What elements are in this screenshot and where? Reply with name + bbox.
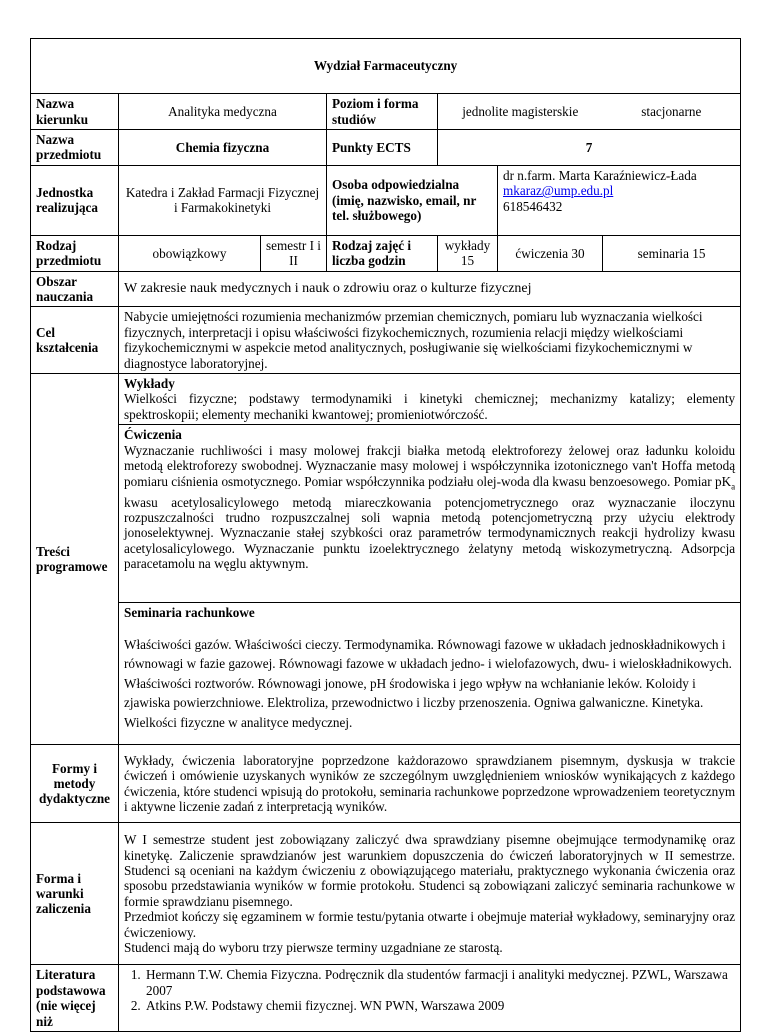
zaliczenie-value	[119, 823, 741, 965]
formy-value: Wykłady, ćwiczenia laboratoryjne poprzedzone każdorazowo sprawdzianem pisemnym, dyskusja w trakcie ćwiczeń i omówienie uzyskanych wyników ze szczególnym uwzględnieniem wniosków wynikających z każdego ćwiczenia, które studenci wpisują do protokołu, seminaria rachunkowe poprzedzone wprowadzeniem teoretycznym i aktywne liczenie zadań z interpretacją wyników.	[119, 745, 741, 823]
obszar-label: Obszar nauczania	[31, 271, 119, 307]
literatura-item: 2. Atkins P.W. Podstawy chemii fizycznej. WN PWN, Warszawa 2009	[144, 998, 735, 1013]
wyklady-hours: wykłady 15	[438, 235, 498, 271]
cel-value: Nabycie umiejętności rozumienia mechanizmów przemian chemicznych, pomiaru lub wyznaczania wielkości fizycznych, interpretacji i opisu właściwości fizykochemicznych, rozumienia relacji między wielkościami fizykochemicznymi w aspekcie metod analitycznych, posługiwanie się wielkościami fizykochemicznymi w diagnostyce laboratoryjnej.	[119, 307, 741, 374]
cel-label: Cel kształcenia	[31, 307, 119, 374]
seminaria-section	[119, 603, 741, 745]
forma-studiow-value: stacjonarne	[603, 94, 741, 130]
wyklady-text: Wielkości fizyczne; podstawy termodynamiki i kinetyki chemicznej; mechanizmy katalizy; elementy spektroskopii; elementy mechaniki kwantowej; promieniotwórczość.	[124, 391, 736, 422]
rodzaj-value: obowiązkowy	[119, 235, 261, 271]
zaliczenie-p2: Przedmiot kończy się egzaminem w formie testu/pytania otwarte i obejmuje materiał wykładowy, seminaryjny oraz ćwiczeniowy.	[124, 909, 736, 940]
seminaria-hours: seminaria 15	[603, 235, 741, 271]
cwiczenia-hours: ćwiczenia 30	[498, 235, 603, 271]
zajec-label: Rodzaj zajęć i liczba godzin	[327, 235, 438, 271]
cwiczenia-heading: Ćwiczenia	[124, 427, 182, 443]
jednostka-label: Jednostka realizująca	[31, 165, 119, 235]
osoba-name: dr n.farm. Marta Karaźniewicz-Łada	[503, 167, 697, 183]
kierunek-label: Nazwa kierunku	[31, 94, 119, 130]
jednostka-value: Katedra i Zakład Farmacji Fizycznej i Farmakokinetyki	[119, 165, 327, 235]
literatura-label-text: Literatura podstawowa (nie więcej niż	[36, 967, 106, 1029]
syllabus-table	[30, 38, 741, 1032]
semestr-value: semestr I i II	[261, 235, 327, 271]
faculty-title: Wydział Farmaceutyczny	[31, 39, 741, 94]
tresci-label: Treści programowe	[31, 374, 119, 745]
seminaria-heading: Seminaria rachunkowe	[124, 605, 255, 621]
osoba-phone: 618546432	[503, 198, 563, 214]
wyklady-section	[119, 374, 741, 425]
cwiczenia-section	[119, 425, 741, 603]
cwiczenia-text	[124, 443, 735, 572]
przedmiot-label: Nazwa przedmiotu	[31, 130, 119, 166]
poziom-label: Poziom i forma studiów	[327, 94, 438, 130]
literatura-list	[124, 967, 735, 1013]
ects-value: 7	[438, 130, 741, 166]
rodzaj-label: Rodzaj przedmiotu	[31, 235, 119, 271]
zaliczenie-label: Forma i warunki zaliczenia	[31, 823, 119, 965]
zaliczenie-p1: W I semestrze student jest zobowiązany zaliczyć dwa sprawdziany pisemne obejmujące termodynamikę oraz kinetykę. Zaliczenie sprawdzianów jest warunkiem dopuszczenia do ćwiczeń laboratoryjnych w II semestrze. Studenci są oceniani na każdym ćwiczeniu z obowiązującego materiału, praktycznego wykonania ćwiczenia oraz sposobu przedstawiania wyników w formie protokołu. Studenci są zobowiązani zaliczyć seminaria rachunkowe w formie sprawdzianu pisemnego.	[124, 832, 736, 909]
obszar-value: W zakresie nauk medycznych i nauk o zdrowiu oraz o kulturze fizycznej	[119, 271, 741, 307]
ects-label: Punkty ECTS	[327, 130, 438, 166]
osoba-email-link[interactable]: mkaraz@ump.edu.pl	[503, 183, 614, 199]
cwiczenia-text-part2: kwasu acetylosalicylowego metodą miareczkowania potencjometrycznego oraz wyznaczanie iloczynu rozpuszczalności trudno rozpuszczalnej soli wapnia metodą potencjometryczną przy użyciu elektrody jonoselektywnej. Wyznaczanie stałej szybkości oraz parametrów termodynamicznych reakcji hydrolizy kwasu acetylosalicylowego. Wyznaczanie punktu izoelektrycznego żelatyny metodą wiskozymetryczną. Adsorpcja paracetamolu na węglu aktywnym.	[124, 494, 736, 572]
cwiczenia-text-part1: Wyznaczanie ruchliwości i masy molowej frakcji białka metodą elektroforezy żelowej oraz ładunku koloidu metodą elektroforezy swobodnej. Wyznaczanie masy molowej i współczynnika izotonicznego van't Hoffa metodą pomiaru ciśnienia osmotycznego. Pomiar współczynnika podziału olej-woda dla kwasu benzoesowego. Pomiar pK	[124, 442, 736, 489]
wyklady-heading: Wykłady	[124, 376, 175, 392]
literatura-item: 1. Hermann T.W. Chemia Fizyczna. Podręcznik dla studentów farmacji i analityki medycznej. PZWL, Warszawa 2007	[144, 967, 735, 998]
osoba-details	[498, 165, 741, 235]
literatura-list-cell	[119, 965, 741, 1032]
literatura-label	[31, 965, 119, 1032]
formy-label: Formy i metody dydaktyczne	[31, 745, 119, 823]
poziom-value: jednolite magisterskie	[438, 94, 603, 130]
seminaria-text: Właściwości gazów. Właściwości cieczy. Termodynamika. Równowagi fazowe w układach jednoskładnikowych i równowagi w fazie gazowej. Równowagi fazowe w układach jedno- i wielofazowych, dwu- i wieloskładnikowych. Właściwości roztworów. Równowagi jonowe, pH środowiska i jego wpływ na wchłanianie leków. Koloidy i zjawiska powierzchniowe. Elektroliza, przewodnictwo i liczby przenoszenia. Ogniwa galwaniczne. Kinetyka. Wielkości fizyczne w analityce medycznej.	[124, 636, 732, 730]
kierunek-value: Analityka medyczna	[119, 94, 327, 130]
pka-subscript: a	[731, 481, 736, 492]
osoba-label: Osoba odpowiedzialna (imię, nazwisko, email, nr tel. służbowego)	[327, 165, 498, 235]
przedmiot-value: Chemia fizyczna	[119, 130, 327, 166]
zaliczenie-p3: Studenci mają do wyboru trzy pierwsze terminy uzgadniane ze starostą.	[124, 940, 503, 955]
